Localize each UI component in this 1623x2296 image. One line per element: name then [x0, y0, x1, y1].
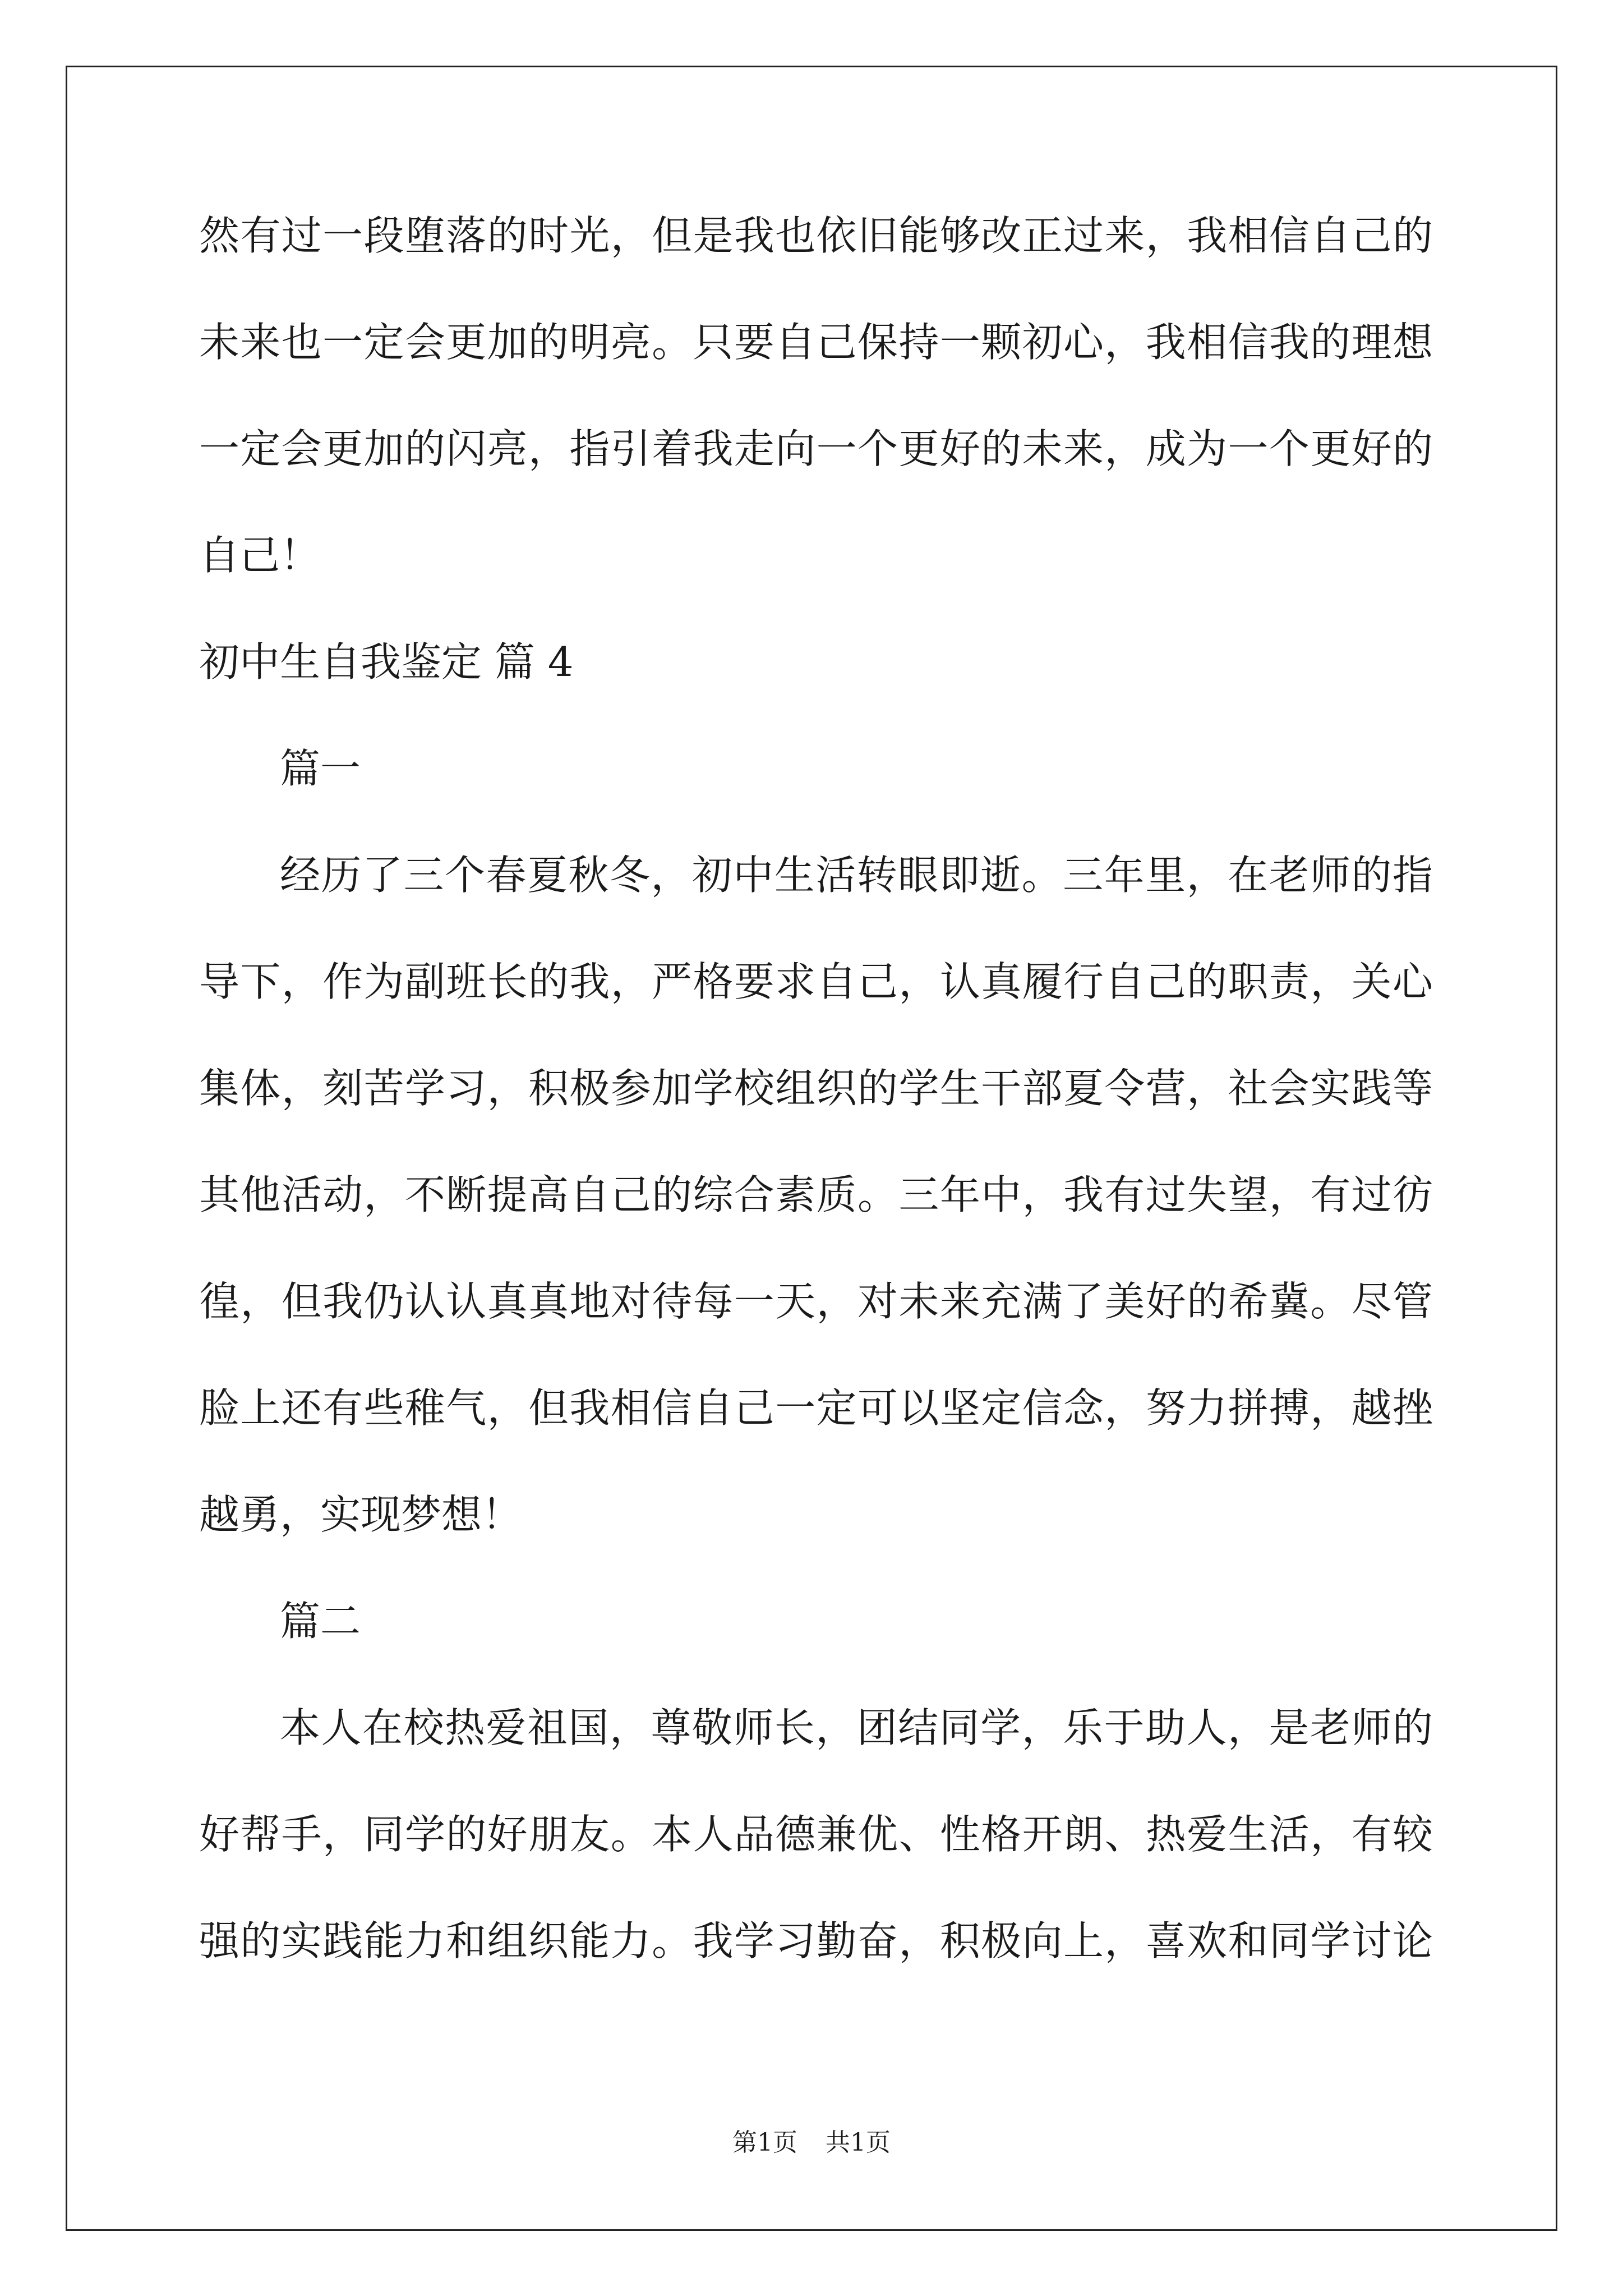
paragraph-line: 好帮手，同学的好朋友。本人品德兼优、性格开朗、热爱生活，有较 — [199, 1811, 1433, 1858]
paragraph-line: 集体，刻苦学习，积极参加学校组织的学生干部夏令营，社会实践等 — [199, 1065, 1433, 1112]
page-border — [66, 66, 1557, 2231]
paragraph-line: 强的实践能力和组织能力。我学习勤奋，积极向上，喜欢和同学讨论 — [199, 1917, 1433, 1964]
paragraph-line: 本人在校热爱祖国，尊敬师长，团结同学，乐于助人，是老师的 — [280, 1704, 1433, 1751]
paragraph-line: 其他活动，不断提高自己的综合素质。三年中，我有过失望，有过彷 — [199, 1171, 1433, 1218]
paragraph-line: 然有过一段堕落的时光，但是我也依旧能够改正过来，我相信自己的 — [199, 212, 1433, 259]
page-footer — [0, 2126, 1623, 2160]
page-total: 共1页 — [826, 2128, 891, 2157]
paragraph-line: 经历了三个春夏秋冬，初中生活转眼即逝。三年里，在老师的指 — [280, 852, 1433, 899]
paragraph-line: 徨，但我仍认认真真地对待每一天，对未来充满了美好的希冀。尽管 — [199, 1278, 1433, 1325]
paragraph-line: 自己！ — [199, 532, 321, 579]
subsection-heading: 篇一 — [280, 745, 361, 792]
paragraph-line: 越勇，实现梦想！ — [199, 1491, 523, 1538]
paragraph-line: 导下，作为副班长的我，严格要求自己，认真履行自己的职责，关心 — [199, 958, 1433, 1005]
subsection-heading: 篇二 — [280, 1598, 361, 1645]
page-number: 第1页 — [732, 2128, 797, 2157]
section-heading: 初中生自我鉴定 篇 4 — [199, 638, 574, 685]
paragraph-line: 未来也一定会更加的明亮。只要自己保持一颗初心，我相信我的理想 — [199, 319, 1433, 366]
paragraph-line: 脸上还有些稚气，但我相信自己一定可以坚定信念，努力拼搏，越挫 — [199, 1384, 1433, 1432]
paragraph-line: 一定会更加的闪亮，指引着我走向一个更好的未来，成为一个更好的 — [199, 425, 1433, 472]
